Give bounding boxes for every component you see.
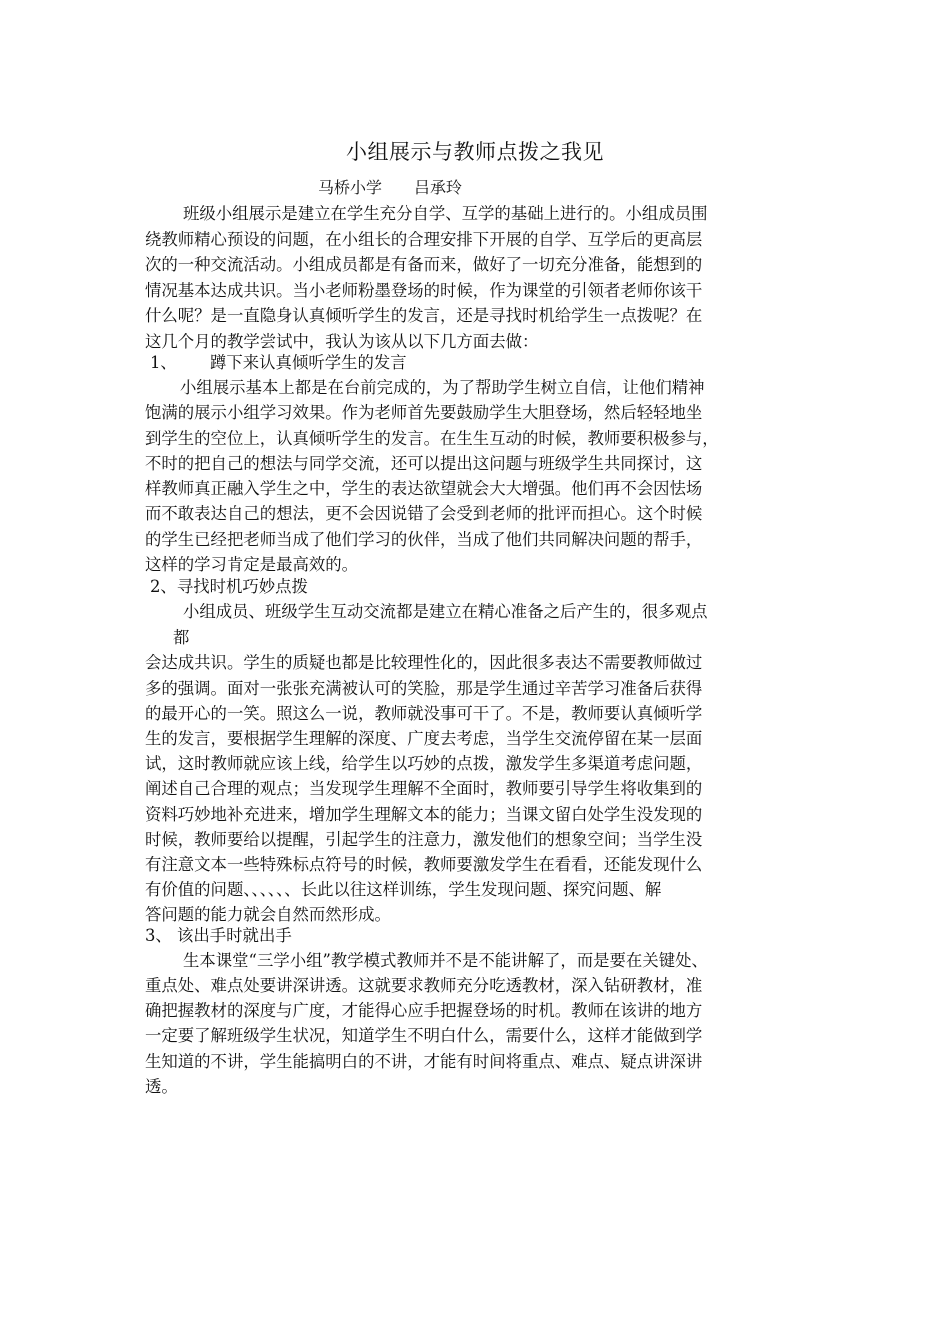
section-2-line: 多的强调。面对一张张充满被认可的笑脸，那是学生通过辛苦学习准备后获得 — [145, 679, 703, 698]
section-1-line: 到学生的空位上，认真倾听学生的发言。在生生互动的时候，教师要积极参与， — [145, 429, 719, 448]
section-2-heading: 2、寻找时机巧妙点拨 — [150, 577, 308, 596]
intro-line: 班级小组展示是建立在学生充分自学、互学的基础上进行的。小组成员围 — [183, 204, 708, 223]
section-3-line: 确把握教材的深度与广度，才能得心应手把握登场的时机。教师在该讲的地方 — [145, 1001, 703, 1020]
section-1-number: 1、 — [150, 353, 177, 372]
section-3-line: 透。 — [145, 1077, 178, 1096]
section-1-line: 不时的把自己的想法与同学交流，还可以提出这问题与班级学生共同探讨，这 — [145, 454, 703, 473]
intro-line: 情况基本达成共识。当小老师粉墨登场的时候，作为课堂的引领者老师你该干 — [145, 281, 703, 300]
section-2-line: 会达成共识。学生的质疑也都是比较理性化的，因此很多表达不需要教师做过 — [145, 653, 703, 672]
section-3-line: 重点处、难点处要讲深讲透。这就要求教师充分吃透教材，深入钻研教材，准 — [145, 976, 703, 995]
section-1-line: 的学生已经把老师当成了他们学习的伙伴，当成了他们共同解决问题的帮手， — [145, 530, 703, 549]
section-2-line: 答问题的能力就会自然而然形成。 — [145, 905, 391, 924]
section-1-heading — [150, 351, 407, 375]
section-2-line: 有注意文本一些特殊标点符号的时候，教师要激发学生在看看，还能发现什么 — [145, 855, 703, 874]
intro-line: 绕教师精心预设的问题，在小组长的合理安排下开展的自学、互学后的更高层 — [145, 230, 703, 249]
section-3-line: 一定要了解班级学生状况，知道学生不明白什么，需要什么，这样才能做到学 — [145, 1026, 703, 1045]
intro-line: 次的一种交流活动。小组成员都是有备而来，做好了一切充分准备，能想到的 — [145, 255, 703, 274]
section-3-title: 该出手时就出手 — [177, 926, 292, 945]
section-3-line: 生本课堂“三学小组”教学模式教师并不是不能讲解了，而是要在关键处、 — [183, 951, 708, 970]
section-2-line: 都 — [173, 628, 190, 647]
section-2-line: 阐述自己合理的观点；当发现学生理解不全面时，教师要引导学生将收集到的 — [145, 779, 703, 798]
section-2-line: 试，这时教师就应该上线，给学生以巧妙的点拨，激发学生多渠道考虑问题， — [145, 754, 703, 773]
section-1-line: 小组展示基本上都是在台前完成的，为了帮助学生树立自信，让他们精神 — [180, 378, 705, 397]
section-1-title: 蹲下来认真倾听学生的发言 — [210, 353, 407, 372]
section-2-line: 时候，教师要给以提醒，引起学生的注意力，激发他们的想象空间；当学生没 — [145, 830, 703, 849]
section-2-line: 生的发言，要根据学生理解的深度、广度去考虑，当学生交流停留在某一层面 — [145, 729, 703, 748]
section-1-line: 而不敢表达自己的想法，更不会因说错了会受到老师的批评而担心。这个时候 — [145, 504, 703, 523]
section-2-line: 小组成员、班级学生互动交流都是建立在精心准备之后产生的，很多观点 — [183, 602, 708, 621]
intro-line: 什么呢？是一直隐身认真倾听学生的发言，还是寻找时机给学生一点拨呢？在 — [145, 306, 703, 325]
section-3-number: 3、 — [145, 926, 172, 945]
section-2-line: 资料巧妙地补充进来，增加学生理解文本的能力；当课文留白处学生没发现的 — [145, 805, 703, 824]
document-title: 小组展示与教师点拨之我见 — [346, 140, 604, 164]
section-1-line: 样教师真正融入学生之中，学生的表达欲望就会大大增强。他们再不会因怯场 — [145, 479, 703, 498]
section-3-line: 生知道的不讲，学生能搞明白的不讲，才能有时间将重点、难点、疑点讲深讲 — [145, 1052, 703, 1071]
section-2-line: 有价值的问题、、、、、、长此以往这样训练，学生发现问题、探究问题、解 — [145, 880, 662, 899]
section-1-line: 这样的学习肯定是最高效的。 — [145, 555, 359, 574]
author-line: 马桥小学 吕承玲 — [318, 178, 463, 197]
section-2-line: 的最开心的一笑。照这么一说，教师就没事可干了。不是，教师要认真倾听学 — [145, 704, 703, 723]
intro-line: 这几个月的教学尝试中，我认为该从以下几方面去做： — [145, 332, 539, 351]
section-1-line: 饱满的展示小组学习效果。作为老师首先要鼓励学生大胆登场，然后轻轻地坐 — [145, 403, 703, 422]
section-3-heading — [145, 924, 292, 948]
